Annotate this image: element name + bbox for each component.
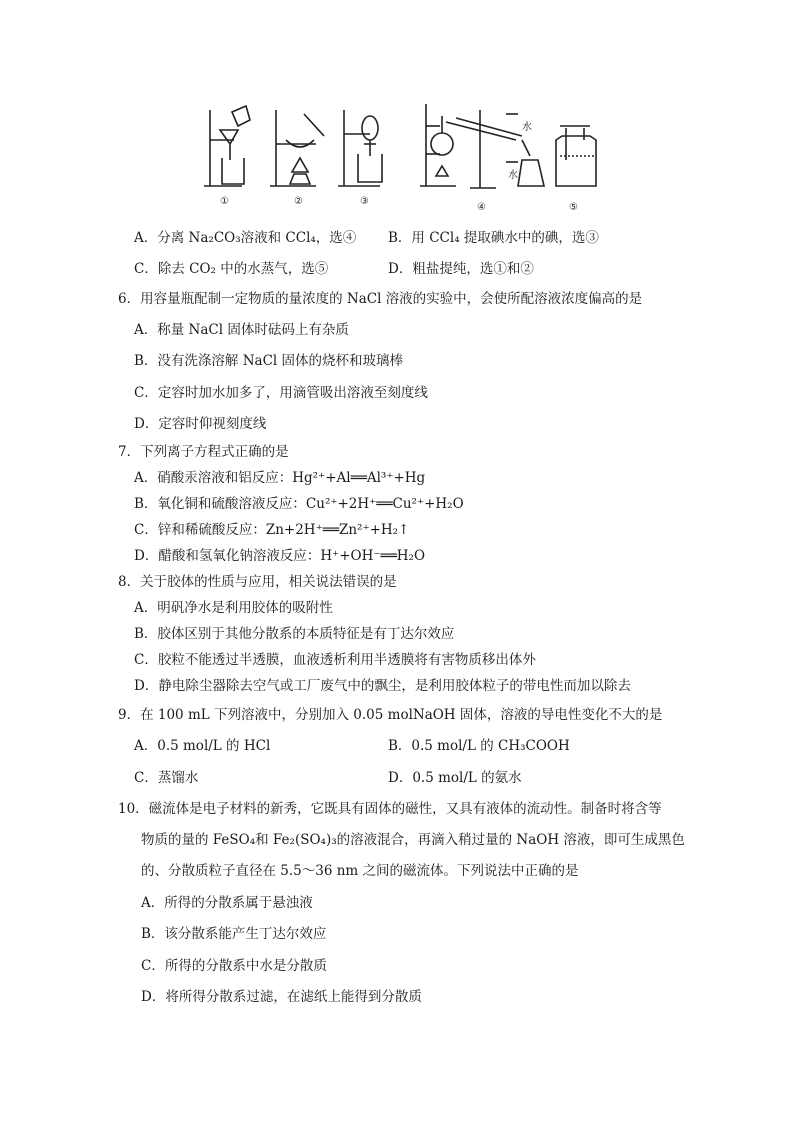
q8-option-d: D．静电除尘器除去空气或工厂废气中的飘尘，是利用胶体粒子的带电性而加以除去	[134, 678, 631, 694]
figure-label-1: ①	[220, 196, 229, 207]
q10-option-c: C．所得的分散系中水是分散质	[141, 958, 327, 974]
q6-stem: 6．用容量瓶配制一定物质的量浓度的 NaCl 溶液的实验中，会使所配溶液浓度偏高的是	[118, 291, 643, 307]
q8-stem: 8．关于胶体的性质与应用，相关说法错误的是	[118, 574, 397, 590]
q10-stem-line-3: 的、分散质粒子直径在 5.5～36 nm 之间的磁流体。下列说法中正确的是	[141, 863, 579, 879]
q7-option-b: B．氧化铜和硫酸溶液反应：Cu²⁺+2H⁺══Cu²⁺+H₂O	[134, 496, 464, 512]
apparatus-figure	[200, 100, 600, 218]
figure-label-5: ⑤	[569, 202, 578, 213]
water-label-top: 水	[522, 122, 532, 133]
q6-option-c: C．定容时加水加多了，用滴管吸出溶液至刻度线	[134, 385, 428, 401]
q10-option-a: A．所得的分散系属于悬浊液	[141, 895, 313, 911]
q8-option-b: B．胶体区别于其他分散系的本质特征是有丁达尔效应	[134, 626, 455, 642]
q9-option-b: B．0.5 mol/L 的 CH₃COOH	[388, 738, 570, 754]
figure-label-2: ②	[294, 196, 303, 207]
q10-stem-line-2: 物质的量的 FeSO₄和 Fe₂(SO₄)₃的溶液混合，再滴入稍过量的 NaOH 溶液，即可生成黑色	[141, 832, 685, 848]
q8-option-c: C．胶粒不能透过半透膜，血液透析利用半透膜将有害物质移出体外	[134, 652, 536, 668]
figure-label-3: ③	[360, 196, 369, 207]
q7-option-c: C．锌和稀硫酸反应：Zn+2H⁺══Zn²⁺+H₂↑	[134, 522, 410, 538]
q6-option-b: B．没有洗涤溶解 NaCl 固体的烧杯和玻璃棒	[134, 353, 404, 369]
q10-option-d: D．将所得分散系过滤，在滤纸上能得到分散质	[141, 989, 422, 1005]
q9-option-a: A．0.5 mol/L 的 HCl	[134, 738, 271, 754]
water-label-bottom: 水	[508, 170, 518, 181]
q7-stem: 7．下列离子方程式正确的是	[118, 444, 289, 460]
q7-option-d: D．醋酸和氢氧化钠溶液反应：H⁺+OH⁻══H₂O	[134, 548, 426, 564]
q5-option-d: D．粗盐提纯，选①和②	[388, 261, 534, 277]
q10-stem-line-1: 10．磁流体是电子材料的新秀，它既具有固体的磁性，又具有液体的流动性。制备时将含等	[118, 801, 662, 817]
q5-option-b: B．用 CCl₄ 提取碘水中的碘，选③	[388, 230, 599, 246]
q10-option-b: B．该分散系能产生丁达尔效应	[141, 926, 327, 942]
q9-option-d: D．0.5 mol/L 的氨水	[388, 770, 522, 786]
q8-option-a: A．明矾净水是利用胶体的吸附性	[134, 600, 333, 616]
q9-option-c: C．蒸馏水	[134, 770, 199, 786]
q6-option-d: D．定容时仰视刻度线	[134, 416, 267, 432]
q7-option-a: A．硝酸汞溶液和铝反应：Hg²⁺+Al══Al³⁺+Hg	[134, 470, 426, 486]
q5-option-c: C．除去 CO₂ 中的水蒸气，选⑤	[134, 261, 329, 277]
figure-label-4: ④	[477, 202, 486, 213]
q5-option-a: A．分离 Na₂CO₃溶液和 CCl₄，选④	[134, 230, 357, 246]
q9-stem: 9．在 100 mL 下列溶液中，分别加入 0.05 molNaOH 固体，溶液的导电性变化不大的是	[118, 707, 663, 723]
q6-option-a: A．称量 NaCl 固体时砝码上有杂质	[134, 322, 349, 338]
